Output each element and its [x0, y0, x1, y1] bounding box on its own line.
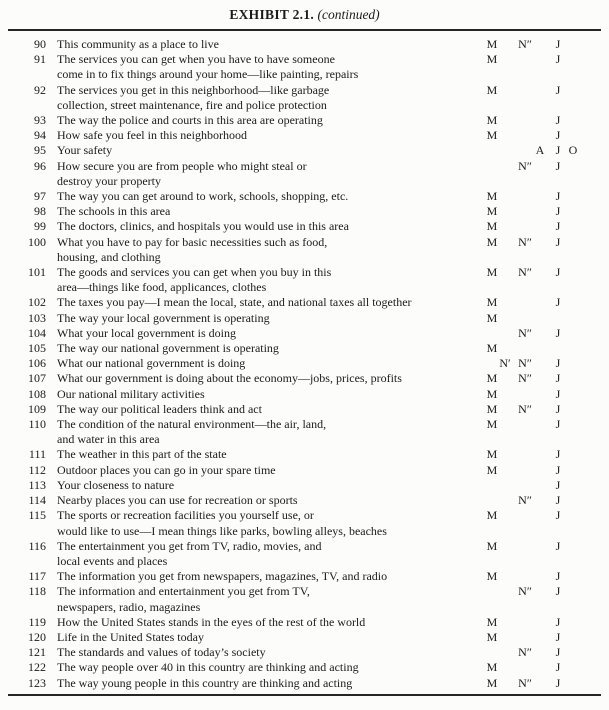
item-text [46, 295, 476, 310]
item-text [46, 615, 476, 630]
item-marks [476, 630, 609, 645]
item-number: 107 [28, 371, 46, 386]
item-text [46, 128, 476, 143]
item-marks [476, 128, 609, 143]
mark-o: O [568, 143, 578, 158]
item-text [46, 630, 476, 645]
item-marks [476, 387, 609, 402]
item-number: 103 [28, 310, 46, 325]
item-text-line: The goods and services you can get when you buy in this [57, 265, 332, 280]
item-marks [476, 113, 609, 128]
item-text [46, 584, 476, 614]
item-marks [476, 645, 609, 660]
item-marks [476, 204, 609, 219]
item-text [46, 539, 476, 569]
mark-j: J [555, 52, 561, 67]
item-marks [476, 189, 609, 204]
item-number: 104 [28, 325, 46, 340]
item-marks [476, 463, 609, 478]
item-text-line: Our national military activities [57, 386, 205, 401]
mark-m: M [486, 371, 498, 386]
item-text-line: The condition of the natural environment—the air, land, [57, 417, 327, 432]
table-row [0, 417, 609, 447]
table-row [0, 630, 609, 645]
mark-n: N″ [518, 325, 532, 340]
table-row [0, 219, 609, 234]
mark-n: N″ [518, 37, 532, 51]
item-marks [476, 508, 609, 523]
mark-m: M [486, 265, 498, 280]
item-text [46, 113, 476, 128]
mark-j: J [555, 477, 561, 492]
mark-m: M [486, 204, 498, 219]
item-marks [476, 402, 609, 417]
item-text-line: What our national government is doing [57, 356, 246, 371]
item-text-line: The way young people in this country are thinking and acting [57, 675, 353, 690]
item-text [46, 463, 476, 478]
item-text [46, 417, 476, 447]
item-text-line: The services you get in this neighborhood—like garbage [57, 82, 330, 97]
item-text-line: The doctors, clinics, and hospitals you would use in this area [57, 219, 349, 234]
item-text-continuation: and water in this area [57, 432, 160, 447]
mark-j: J [555, 584, 561, 599]
table-row [0, 493, 609, 508]
item-number: 100 [28, 234, 46, 249]
mark-m: M [486, 401, 498, 416]
table-row [0, 615, 609, 630]
item-text-line: What you have to pay for basic necessities such as food, [57, 234, 328, 249]
item-text-continuation: would like to use—I mean things like parks, bowling alleys, beaches [57, 523, 387, 538]
mark-j: J [555, 417, 561, 432]
item-marks [476, 417, 609, 432]
item-number: 108 [28, 386, 46, 401]
item-marks [476, 493, 609, 508]
item-number: 119 [28, 614, 46, 629]
item-text-continuation: local events and places [57, 553, 168, 568]
item-text-line: How secure you are from people who might steal or [57, 158, 307, 173]
table-row [0, 295, 609, 310]
item-marks [476, 371, 609, 386]
item-text [46, 159, 476, 189]
table-row [0, 387, 609, 402]
item-text-line: Life in the United States today [57, 629, 204, 644]
item-number: 99 [34, 219, 46, 234]
table-row [0, 52, 609, 82]
mark-m: M [486, 189, 498, 204]
mark-j: J [555, 82, 561, 97]
mark-j: J [555, 356, 561, 371]
item-text-line: Nearby places you can use for recreation or sports [57, 493, 298, 508]
mark-j: J [555, 614, 561, 629]
item-text-line: How safe you feel in this neighborhood [57, 128, 247, 143]
item-marks [476, 37, 609, 52]
item-text [46, 143, 476, 158]
item-text [46, 356, 476, 371]
item-number: 110 [28, 417, 46, 432]
item-number: 92 [34, 82, 46, 97]
item-text [46, 569, 476, 584]
top-rule [8, 29, 601, 31]
table-row [0, 478, 609, 493]
item-text-line: The weather in this part of the state [57, 447, 227, 462]
item-text-line: The entertainment you get from TV, radio, movies, and [57, 538, 322, 553]
item-number: 96 [34, 158, 46, 173]
item-text-line: The way the police and courts in this area are operating [57, 113, 323, 128]
mark-j: J [555, 265, 561, 280]
item-marks [476, 447, 609, 462]
mark-n: N″ [518, 265, 532, 280]
exhibit-title-continued: (continued) [317, 7, 380, 22]
item-text-continuation: area—things like food, applicances, clothes [57, 280, 267, 295]
item-text-line: Outdoor places you can go in your spare time [57, 462, 276, 477]
item-text [46, 37, 476, 52]
mark-n: N″ [518, 158, 532, 173]
item-marks [476, 615, 609, 630]
mark-m: M [486, 219, 498, 234]
mark-m: M [486, 614, 498, 629]
item-marks [476, 326, 609, 341]
item-text [46, 52, 476, 82]
mark-a: A [535, 143, 545, 158]
mark-m: M [486, 447, 498, 462]
table-row [0, 235, 609, 265]
table-row [0, 676, 609, 691]
item-text [46, 676, 476, 691]
item-text [46, 189, 476, 204]
item-number: 95 [34, 143, 46, 158]
table-row [0, 539, 609, 569]
mark-j: J [555, 386, 561, 401]
mark-m: M [486, 417, 498, 432]
item-marks [476, 159, 609, 174]
mark-j: J [555, 569, 561, 584]
item-text [46, 508, 476, 538]
mark-n: N″ [518, 675, 532, 690]
item-number: 113 [28, 477, 46, 492]
item-text-line: The way people over 40 in this country are thinking and acting [57, 660, 359, 675]
item-text-line: The sports or recreation facilities you yourself use, or [57, 508, 314, 523]
mark-n: N″ [518, 645, 532, 660]
mark-m: M [486, 310, 498, 325]
mark-j: J [555, 371, 561, 386]
item-text-line: The taxes you pay—I mean the local, state, and national taxes all together [57, 295, 412, 310]
item-text-line: Your safety [57, 143, 113, 158]
mark-n: N″ [518, 401, 532, 416]
mark-m: M [486, 629, 498, 644]
table-row [0, 113, 609, 128]
mark-n: N″ [518, 371, 532, 386]
mark-m: M [486, 508, 498, 523]
item-number: 90 [34, 37, 46, 51]
item-marks [476, 584, 609, 599]
mark-j: J [555, 204, 561, 219]
item-marks [476, 539, 609, 554]
item-text-continuation: housing, and clothing [57, 249, 161, 264]
item-marks [476, 676, 609, 691]
item-marks [476, 235, 609, 250]
mark-n: N″ [518, 234, 532, 249]
item-text [46, 219, 476, 234]
item-marks [476, 219, 609, 234]
mark-n1: N′ [499, 356, 511, 371]
item-text-line: The way our national government is operating [57, 341, 279, 356]
table-row [0, 37, 609, 52]
item-number: 93 [34, 113, 46, 128]
item-number: 115 [28, 508, 46, 523]
item-text-line: The information you get from newspapers, magazines, TV, and radio [57, 569, 388, 584]
mark-j: J [555, 401, 561, 416]
table-row [0, 311, 609, 326]
item-text-continuation: collection, street maintenance, fire and police protection [57, 97, 327, 112]
item-number: 112 [28, 462, 46, 477]
item-text [46, 204, 476, 219]
item-text [46, 493, 476, 508]
item-text-line: The standards and values of today’s society [57, 645, 266, 660]
table-row [0, 660, 609, 675]
item-text-line: The schools in this area [57, 204, 171, 219]
item-text-continuation: newspapers, radio, magazines [57, 599, 201, 614]
table-row [0, 265, 609, 295]
item-marks [476, 83, 609, 98]
table-row [0, 128, 609, 143]
item-number: 98 [34, 204, 46, 219]
item-marks [476, 341, 609, 356]
table-row [0, 371, 609, 386]
item-text [46, 478, 476, 493]
item-text [46, 660, 476, 675]
item-text [46, 371, 476, 386]
item-text-line: The way our political leaders think and act [57, 401, 262, 416]
item-number: 121 [28, 645, 46, 660]
mark-j: J [555, 234, 561, 249]
item-number: 117 [28, 569, 46, 584]
mark-m: M [486, 113, 498, 128]
mark-j: J [555, 508, 561, 523]
table-row [0, 83, 609, 113]
item-number: 118 [28, 584, 46, 599]
mark-n: N″ [518, 584, 532, 599]
mark-j: J [555, 158, 561, 173]
mark-m: M [486, 660, 498, 675]
item-text [46, 311, 476, 326]
item-number: 94 [34, 128, 46, 143]
table-row [0, 447, 609, 462]
mark-m: M [486, 82, 498, 97]
table-row [0, 508, 609, 538]
mark-m: M [486, 295, 498, 310]
item-number: 101 [28, 265, 46, 280]
item-marks [476, 311, 609, 326]
mark-j: J [555, 325, 561, 340]
mark-j: J [555, 295, 561, 310]
mark-m: M [486, 675, 498, 690]
mark-n: N″ [518, 356, 532, 371]
table-row [0, 645, 609, 660]
item-marks [476, 569, 609, 584]
mark-m: M [486, 37, 498, 51]
mark-j: J [555, 660, 561, 675]
mark-j: J [555, 447, 561, 462]
mark-j: J [555, 629, 561, 644]
table-row [0, 584, 609, 614]
exhibit-title [0, 0, 609, 23]
table-row [0, 341, 609, 356]
item-number: 116 [28, 538, 46, 553]
item-marks [476, 265, 609, 280]
item-number: 102 [28, 295, 46, 310]
item-text-line: What our government is doing about the economy—jobs, prices, profits [57, 371, 402, 386]
mark-m: M [486, 386, 498, 401]
mark-j: J [555, 219, 561, 234]
mark-n: N″ [518, 493, 532, 508]
item-text-line: The services you can get when you have to have someone [57, 52, 335, 67]
item-number: 120 [28, 629, 46, 644]
mark-m: M [486, 128, 498, 143]
table-row [0, 569, 609, 584]
mark-m: M [486, 462, 498, 477]
item-number: 97 [34, 189, 46, 204]
item-text-line: What your local government is doing [57, 325, 236, 340]
table-row [0, 204, 609, 219]
item-number: 105 [28, 341, 46, 356]
item-number: 91 [34, 52, 46, 67]
mark-m: M [486, 341, 498, 356]
mark-j: J [555, 645, 561, 660]
item-marks [476, 660, 609, 675]
item-marks [476, 52, 609, 67]
item-text-continuation: come in to fix things around your home—like painting, repairs [57, 67, 359, 82]
item-text [46, 83, 476, 113]
table-row [0, 356, 609, 371]
mark-j: J [555, 462, 561, 477]
item-text [46, 402, 476, 417]
item-marks [476, 356, 609, 371]
item-marks [476, 295, 609, 310]
item-text-line: Your closeness to nature [57, 477, 175, 492]
mark-j: J [555, 675, 561, 690]
mark-m: M [486, 538, 498, 553]
item-text [46, 341, 476, 356]
exhibit-table [0, 37, 609, 691]
item-marks [476, 478, 609, 493]
exhibit-title-label: EXHIBIT 2.1. [229, 7, 315, 22]
table-row [0, 189, 609, 204]
mark-j: J [555, 493, 561, 508]
item-text-continuation: destroy your property [57, 173, 161, 188]
mark-j: J [555, 113, 561, 128]
item-text [46, 645, 476, 660]
mark-j: J [555, 37, 561, 51]
mark-m: M [486, 52, 498, 67]
mark-j: J [555, 128, 561, 143]
table-row [0, 159, 609, 189]
item-text-line: The information and entertainment you get from TV, [57, 584, 310, 599]
mark-j: J [555, 143, 561, 158]
item-text-line: How the United States stands in the eyes of the rest of the world [57, 614, 366, 629]
item-number: 111 [28, 447, 46, 462]
bottom-rule [8, 694, 601, 696]
item-text [46, 235, 476, 265]
item-text-line: This community as a place to live [57, 37, 219, 51]
item-text-line: The way you can get around to work, schools, shopping, etc. [57, 189, 349, 204]
table-row [0, 463, 609, 478]
table-row [0, 326, 609, 341]
mark-j: J [555, 538, 561, 553]
item-marks [476, 143, 609, 158]
item-text [46, 447, 476, 462]
item-text [46, 387, 476, 402]
item-number: 109 [28, 401, 46, 416]
mark-m: M [486, 569, 498, 584]
table-row [0, 143, 609, 158]
item-number: 123 [28, 675, 46, 690]
item-number: 122 [28, 660, 46, 675]
table-row [0, 402, 609, 417]
item-text [46, 265, 476, 295]
mark-m: M [486, 234, 498, 249]
item-number: 106 [28, 356, 46, 371]
mark-j: J [555, 189, 561, 204]
item-number: 114 [28, 493, 46, 508]
item-text-line: The way your local government is operating [57, 310, 270, 325]
item-text [46, 326, 476, 341]
